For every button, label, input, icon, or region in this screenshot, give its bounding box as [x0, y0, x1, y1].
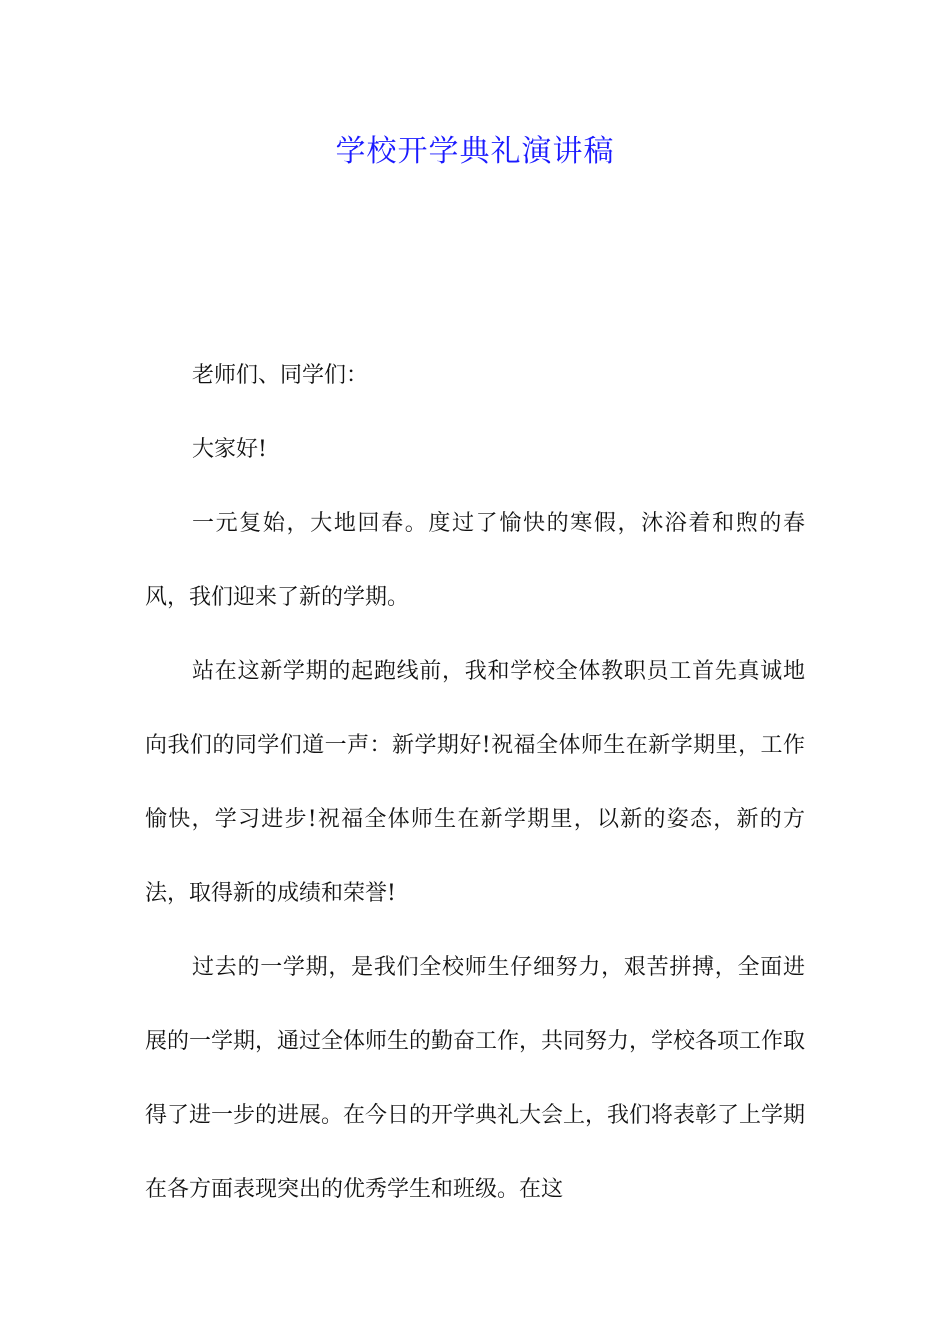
document-body: [145, 339, 805, 1227]
salutation: 老师们、同学们：: [192, 363, 369, 388]
paragraph: 站在这新学期的起跑线前，我和学校全体教职员工首先真诚地向我们的同学们道一声：新学期好!祝福全体师生在新学期里，工作愉快，学习进步!祝福全体师生在新学期里，以新的姿态，新的方法，取得新的成绩和荣誉!: [145, 659, 805, 906]
greeting: 大家好!: [192, 437, 267, 462]
document-title: 学校开学典礼演讲稿: [335, 134, 615, 169]
paragraph: 一元复始，大地回春。度过了愉快的寒假，沐浴着和煦的春风，我们迎来了新的学期。: [145, 511, 805, 610]
paragraph: 过去的一学期，是我们全校师生仔细努力，艰苦拼搏，全面进展的一学期，通过全体师生的勤奋工作，共同努力，学校各项工作取得了进一步的进展。在今日的开学典礼大会上，我们将表彰了上学期在各方面表现突出的优秀学生和班级。在这: [145, 955, 806, 1202]
